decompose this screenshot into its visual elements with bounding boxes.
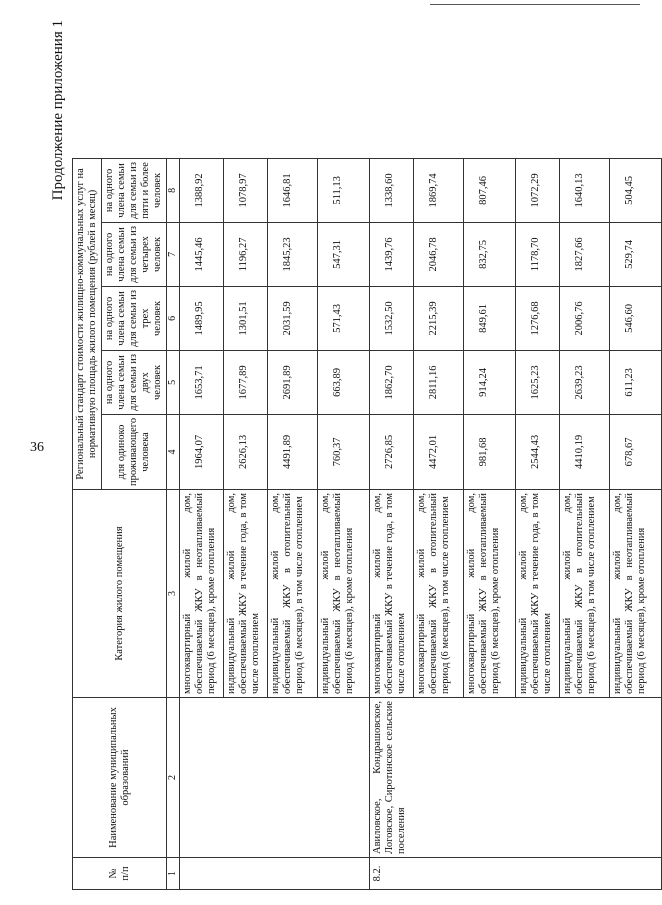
header-standard: Региональный стандарт стоимости жилищно-коммунальных услуг на нормативную площадь жилого помещения (рублей в месяц) bbox=[73, 158, 102, 489]
tariff-value: 678,67 bbox=[609, 414, 661, 489]
header-no: № п/п bbox=[73, 858, 167, 890]
tariff-value: 914,24 bbox=[463, 350, 515, 414]
tariff-value: 547,31 bbox=[317, 222, 369, 286]
housing-category: многоквартирный жилой дом, обеспечиваемый ЖКУ в неотапливаемый период (6 месяцев), кроме отопления bbox=[463, 490, 515, 698]
tariff-value: 2031,59 bbox=[267, 286, 317, 350]
col-number: 5 bbox=[167, 350, 180, 414]
tariff-value: 4491,89 bbox=[267, 414, 317, 489]
tariff-value: 1489,95 bbox=[179, 286, 223, 350]
tariff-value: 1196,27 bbox=[223, 222, 267, 286]
tariff-value: 1827,66 bbox=[559, 222, 609, 286]
tariff-value: 1677,89 bbox=[223, 350, 267, 414]
header-sub: на одного члена семьи для семьи из четырех человек bbox=[102, 222, 167, 286]
tariff-value: 1964,07 bbox=[179, 414, 223, 489]
tariff-value: 2215,39 bbox=[413, 286, 463, 350]
col-number: 8 bbox=[167, 158, 180, 222]
table-row bbox=[179, 158, 223, 889]
tariff-value: 2544,43 bbox=[515, 414, 559, 489]
housing-category: многоквартирный жилой дом, обеспечиваемый ЖКУ в неотапливаемый период (6 месяцев), кроме отопления bbox=[179, 490, 223, 698]
tariff-value: 1078,97 bbox=[223, 158, 267, 222]
tariff-value: 511,13 bbox=[317, 158, 369, 222]
col-number: 4 bbox=[167, 414, 180, 489]
tariff-value: 981,68 bbox=[463, 414, 515, 489]
tariff-value: 529,74 bbox=[609, 222, 661, 286]
page-number: 36 bbox=[30, 440, 44, 455]
tariff-value: 2691,89 bbox=[267, 350, 317, 414]
row-number bbox=[179, 858, 369, 890]
housing-category: индивидуальный жилой дом, обеспечиваемый ЖКУ в течение года, в том числе отоплением bbox=[223, 490, 267, 698]
housing-category: индивидуальный жилой дом, обеспечиваемый ЖКУ в неотапливаемый период (6 месяцев), кроме отопления bbox=[609, 490, 661, 698]
tariff-value: 4410,19 bbox=[559, 414, 609, 489]
tariff-value: 760,37 bbox=[317, 414, 369, 489]
tariff-value: 2626,13 bbox=[223, 414, 267, 489]
tariff-value: 546,60 bbox=[609, 286, 661, 350]
tariff-value: 1072,29 bbox=[515, 158, 559, 222]
tariff-value: 1445,46 bbox=[179, 222, 223, 286]
header-sub: для одиноко проживающего человека bbox=[102, 414, 167, 489]
housing-category: индивидуальный жилой дом, обеспечиваемый ЖКУ в неотапливаемый период (6 месяцев), кроме отопления bbox=[317, 490, 369, 698]
tariff-value: 1301,51 bbox=[223, 286, 267, 350]
tariff-value: 2726,85 bbox=[369, 414, 413, 489]
tariff-value: 2046,78 bbox=[413, 222, 463, 286]
tariff-value: 1532,50 bbox=[369, 286, 413, 350]
tariff-value: 4472,01 bbox=[413, 414, 463, 489]
col-number: 6 bbox=[167, 286, 180, 350]
tariff-value: 832,75 bbox=[463, 222, 515, 286]
top-rule bbox=[430, 4, 640, 5]
row-number: 8.2. bbox=[369, 858, 661, 890]
tariff-value: 1178,70 bbox=[515, 222, 559, 286]
housing-category: индивидуальный жилой дом, обеспечиваемый ЖКУ в отопительный период (6 месяцев), в том числе отоплением bbox=[559, 490, 609, 698]
tariff-value: 807,46 bbox=[463, 158, 515, 222]
header-sub: на одного члена семьи для семьи из пяти и более человек bbox=[102, 158, 167, 222]
tariff-table bbox=[72, 158, 662, 890]
tariff-value: 1845,23 bbox=[267, 222, 317, 286]
tariff-value: 2006,76 bbox=[559, 286, 609, 350]
tariff-value: 2811,16 bbox=[413, 350, 463, 414]
header-municipality: Наименование муниципальных образований bbox=[73, 698, 167, 858]
tariff-value: 1653,71 bbox=[179, 350, 223, 414]
col-number: 3 bbox=[167, 490, 180, 698]
header-category: Категория жилого помещения bbox=[73, 490, 167, 698]
tariff-value: 2639,23 bbox=[559, 350, 609, 414]
tariff-value: 1338,60 bbox=[369, 158, 413, 222]
col-number: 2 bbox=[167, 698, 180, 858]
col-number: 1 bbox=[167, 858, 180, 890]
housing-category: индивидуальный жилой дом, обеспечиваемый ЖКУ в отопительный период (6 месяцев), в том числе отоплением bbox=[267, 490, 317, 698]
tariff-value: 1640,13 bbox=[559, 158, 609, 222]
tariff-value: 504,45 bbox=[609, 158, 661, 222]
housing-category: многоквартирный жилой дом, обеспечиваемый ЖКУ в отопительный период (6 месяцев), в том числе отоплением bbox=[413, 490, 463, 698]
municipality-name: Авиловское, Кондрашовское, Логовское, Сиротинское сельские поселения bbox=[369, 698, 661, 858]
header-sub: на одного члена семьи для семьи из трех человек bbox=[102, 286, 167, 350]
tariff-value: 1388,92 bbox=[179, 158, 223, 222]
tariff-value: 1646,81 bbox=[267, 158, 317, 222]
appendix-caption: Продолжение приложения 1 bbox=[50, 20, 66, 201]
tariff-value: 1862,70 bbox=[369, 350, 413, 414]
tariff-value: 571,43 bbox=[317, 286, 369, 350]
tariff-value: 1276,68 bbox=[515, 286, 559, 350]
table-row bbox=[369, 158, 413, 889]
municipality-name bbox=[179, 698, 369, 858]
header-sub: на одного члена семьи для семьи из двух человек bbox=[102, 350, 167, 414]
tariff-value: 663,89 bbox=[317, 350, 369, 414]
column-number-row bbox=[167, 158, 180, 889]
housing-category: индивидуальный жилой дом, обеспечиваемый ЖКУ в течение года, в том числе отоплением bbox=[515, 490, 559, 698]
tariff-value: 1439,76 bbox=[369, 222, 413, 286]
tariff-value: 1625,23 bbox=[515, 350, 559, 414]
tariff-value: 1869,74 bbox=[413, 158, 463, 222]
housing-category: многоквартирный жилой дом, обеспечиваемый ЖКУ в течение года, в том числе отоплением bbox=[369, 490, 413, 698]
tariff-value: 611,23 bbox=[609, 350, 661, 414]
col-number: 7 bbox=[167, 222, 180, 286]
rotated-page bbox=[50, 20, 648, 890]
tariff-value: 849,61 bbox=[463, 286, 515, 350]
